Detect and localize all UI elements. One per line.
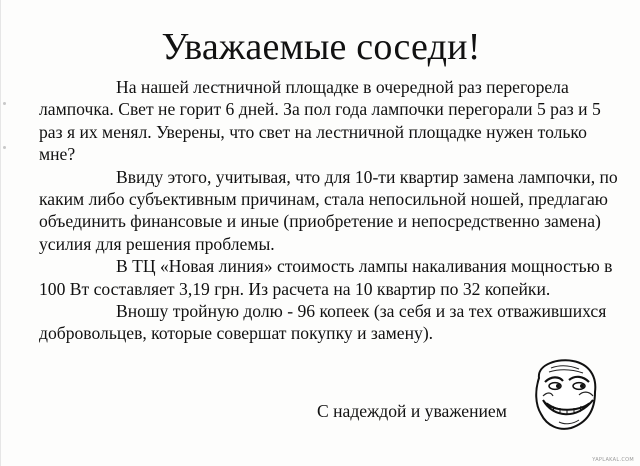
paragraph: В ТЦ «Новая линия» стоимость лампы накаливания мощностью в 100 Вт составляет 3,19 грн. Из расчета на 10 квартир по 32 копейки. bbox=[39, 256, 613, 299]
paragraph: Вношу тройную долю - 96 копеек (за себя и за тех отважившихся добровольцев, которые совершат покупку и замену). bbox=[39, 301, 607, 344]
paragraph: Ввиду этого, учитывая, что для 10-ти квартир замена лампочки, по каким либо субъективным причинам, стала непосильной ношей, предлагаю объединить финансовые и иные (приобретение и непосредственно замена) усилия для решения проблемы. bbox=[39, 166, 618, 254]
troll-face-icon bbox=[529, 356, 601, 432]
paragraph: На нашей лестничной площадке в очередной раз перегорела лампочка. Свет не горит 6 дней. За пол года лампочки перегорали 5 раз и 5 раз я их менял. Уверены, что свет на лестничной площадке нужен только мне? bbox=[39, 77, 601, 165]
paper-mark bbox=[3, 146, 6, 149]
signature: С надеждой и уважением bbox=[317, 401, 507, 421]
paper-mark bbox=[3, 102, 6, 105]
watermark: YAPLAKAL.COM bbox=[592, 457, 634, 463]
document-body bbox=[39, 76, 621, 345]
document-title: Уважаемые соседи! bbox=[161, 26, 481, 68]
